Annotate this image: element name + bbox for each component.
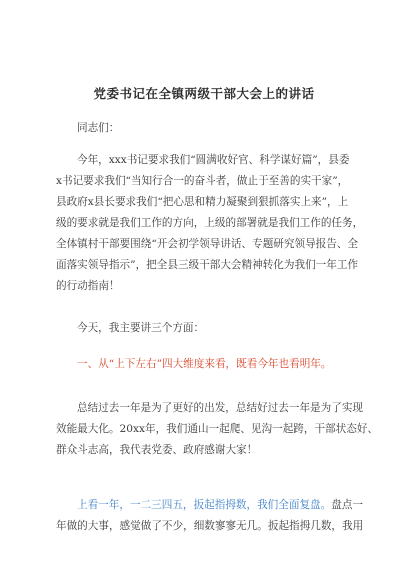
paragraph-4-rest-text: 盘点一 [331, 499, 364, 511]
document-title: 党委书记在全镇两级干部大会上的讲话 [93, 86, 315, 101]
paragraph-1-line: 面落实领导指示”，把全县三级干部大会精神转化为我们一年工作 [56, 259, 359, 271]
paragraph-3-line: 效能最大化。20xx年，我们通山一起爬、见沟一起跨，干部状态好、 [56, 423, 379, 435]
paragraph-1-line: 县政府x县长要求我们“把心思和精力凝聚到狠抓落实上来”，上 [56, 196, 349, 208]
paragraph-1-line: 级的要求就是我们工作的方向，上级的部署就是我们工作的任务， [56, 217, 364, 229]
paragraph-3-line: 总结过去一年是为了更好的出发，总结好过去一年是为了实现 [77, 402, 364, 414]
salutation [56, 118, 346, 139]
paragraph-1 [56, 150, 364, 297]
paragraph-4 [56, 495, 364, 537]
paragraph-4-line [56, 495, 364, 516]
paragraph-2-text: 今天，我主要讲三个方面： [77, 322, 205, 334]
paragraph-3-line: 群众斗志高，我代表党委、政府感谢大家！ [56, 444, 258, 456]
paragraph-1-line: 今年，xxx书记要求我们“圆满收好官、科学谋好篇”，县委 [77, 154, 350, 166]
section-heading-1 [56, 354, 346, 375]
paragraph-1-line: x书记要求我们“当知行合一的奋斗者，做止于至善的实干家”， [56, 175, 349, 187]
paragraph-3 [56, 398, 379, 461]
paragraph-1-line: 全体镇村干部要围绕“开会初学领导讲话、专题研究领导报告、全 [56, 238, 359, 250]
paragraph-2 [56, 318, 346, 339]
paragraph-4-line: 年做的大事，感觉做了不少，细数寥寥无几。扳起指拇几数，我用 [56, 520, 364, 532]
section-heading-1-text: 一、从“上下左右”四大维度来看，既看今年也看明年。 [77, 358, 332, 370]
salutation-text: 同志们： [77, 122, 120, 134]
paragraph-4-accent-text: 上看一年，一二三四五，扳起指拇数，我们全面复盘。 [77, 499, 332, 511]
paragraph-1-line: 的行动指南！ [56, 280, 120, 292]
